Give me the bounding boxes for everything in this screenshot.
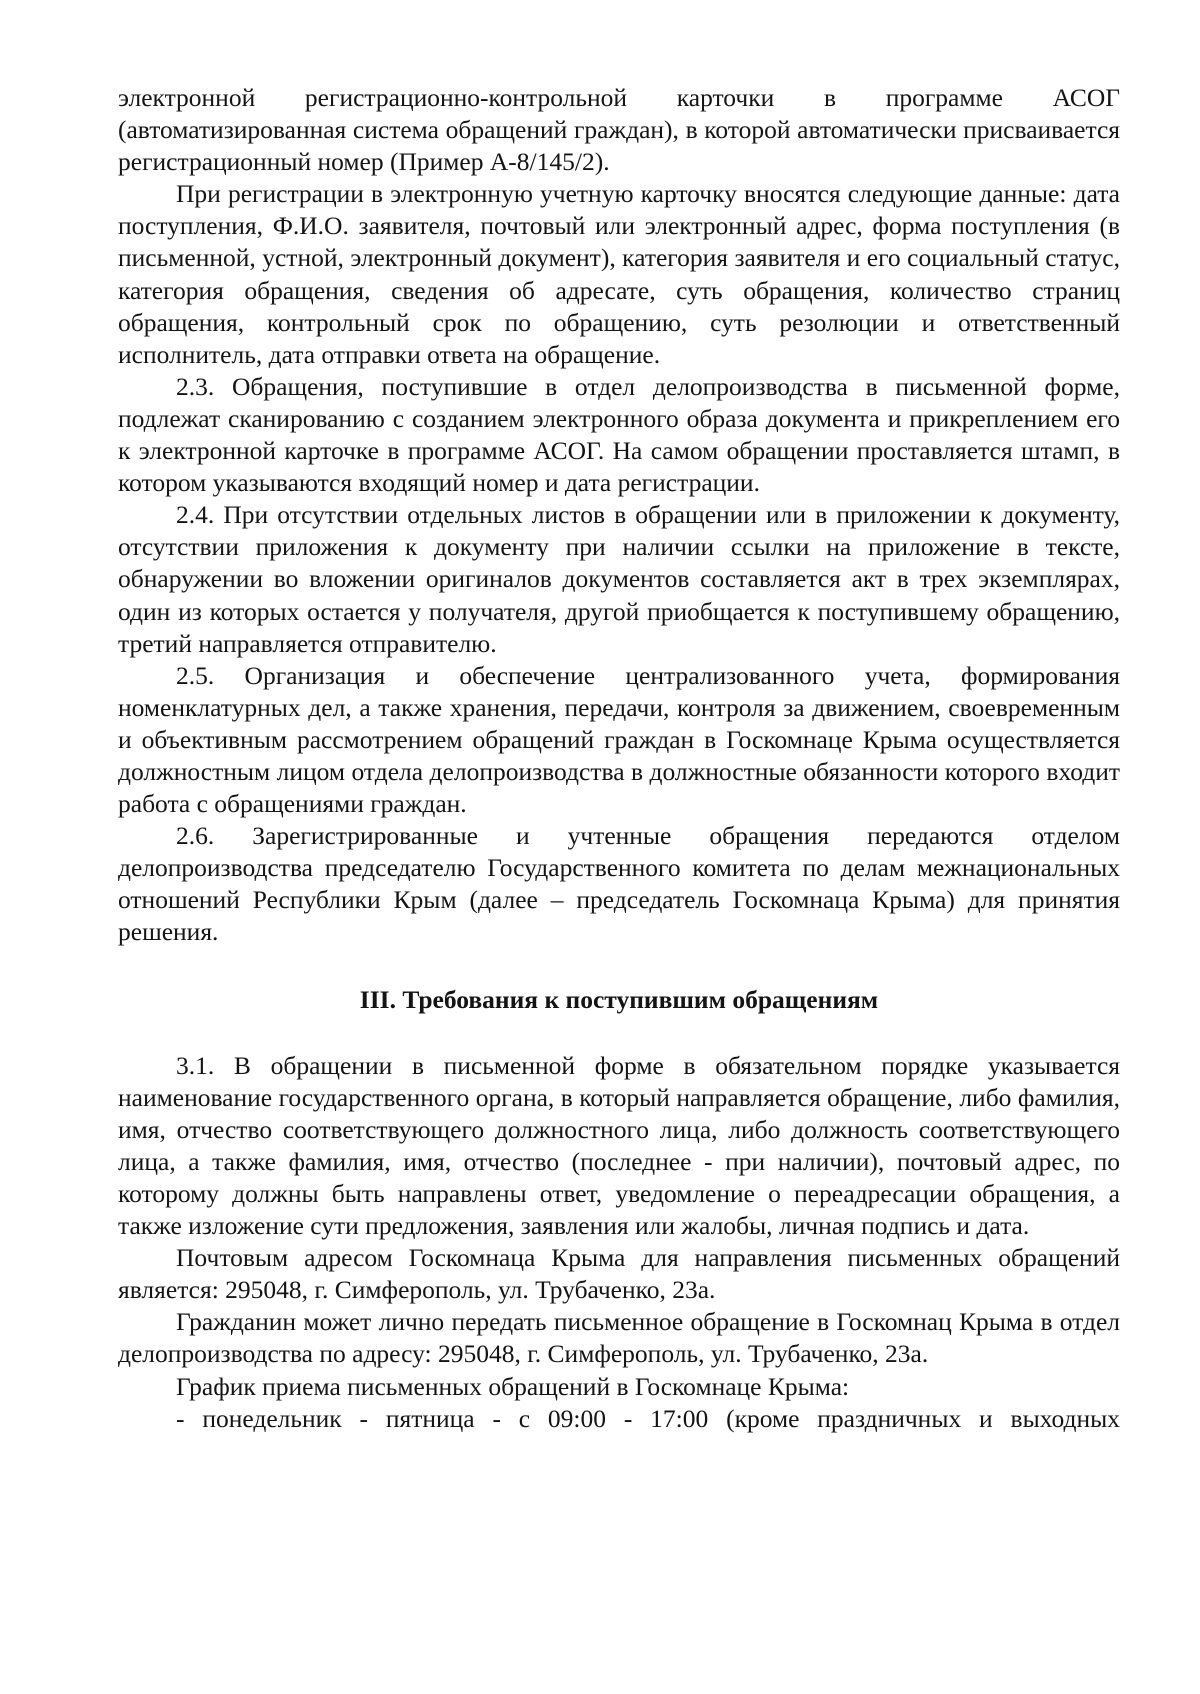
- paragraph-postal-address: Почтовым адресом Госкомнаца Крыма для направления письменных обращений является: 295048, г. Симферополь, ул. Трубаченко, 23а.: [118, 1243, 1120, 1305]
- paragraph-personal-delivery: Гражданин может лично передать письменное обращение в Госкомнац Крыма в отдел делопроизводства по адресу: 295048, г. Симферополь, ул. Трубаченко, 23а.: [118, 1307, 1120, 1369]
- paragraph-card-registration: электронной регистрационно-контрольной карточки в программе АСОГ (автоматизированная система обращений граждан), в которой автоматически присваивается регистрационный номер (Пример А-8/145/2).: [118, 83, 1120, 177]
- paragraph-3-1: 3.1. В обращении в письменной форме в обязательном порядке указывается наименование государственного органа, в который направляется обращение, либо фамилия, имя, отчество соответствующего должностного лица, либо должность соответствующего лица, а также фамилия, имя, отчество (последнее - при наличии), почтовый адрес, по которому должны быть направлены ответ, уведомление о переадресации обращения, а также изложение сути предложения, заявления или жалобы, личная подпись и дата.: [118, 1050, 1120, 1241]
- paragraph-2-6: 2.6. Зарегистрированные и учтенные обращения передаются отделом делопроизводства председателю Государственного комитета по делам межнациональных отношений Республики Крым (далее – председатель Госкомнаца Крыма) для принятия решения.: [118, 821, 1120, 947]
- paragraph-registration-data: При регистрации в электронную учетную карточку вносятся следующие данные: дата поступления, Ф.И.О. заявителя, почтовый или электронный адрес, форма поступления (в письменной, устной, электронный документ), категория заявителя и его социальный статус, категория обращения, сведения об адресате, суть обращения, количество страниц обращения, контрольный срок по обращению, суть резолюции и ответственный исполнитель, дата отправки ответа на обращение.: [118, 179, 1120, 369]
- section-heading-iii: III. Требования к поступившим обращениям: [359, 984, 879, 1014]
- paragraph-schedule-weekdays: - понедельник - пятница - с 09:00 - 17:00 (кроме праздничных и выходных: [176, 1403, 1120, 1433]
- paragraph-2-5: 2.5. Организация и обеспечение централизованного учета, формирования номенклатурных дел, а также хранения, передачи, контроля за движением, своевременным и объективным рассмотрением обращений граждан в Госкомнаце Крыма осуществляется должностным лицом отдела делопроизводства в должностные обязанности которого входит работа с обращениями граждан.: [118, 660, 1120, 819]
- document-page: [118, 82, 1120, 1435]
- paragraph-schedule-title: График приема письменных обращений в Госкомнаце Крыма:: [176, 1371, 850, 1401]
- paragraph-2-4: 2.4. При отсутствии отдельных листов в обращении или в приложении к документу, отсутствии приложения к документу при наличии ссылки на приложение в тексте, обнаружении во вложении оригиналов документов составляется акт в трех экземплярах, один из которых остается у получателя, другой приобщается к поступившему обращению, третий направляется отправителю.: [118, 500, 1120, 658]
- paragraph-2-3: 2.3. Обращения, поступившие в отдел делопроизводства в письменной форме, подлежат сканированию с созданием электронного образа документа и прикреплением его к электронной карточке в программе АСОГ. На самом обращении проставляется штамп, в котором указываются входящий номер и дата регистрации.: [118, 371, 1120, 498]
